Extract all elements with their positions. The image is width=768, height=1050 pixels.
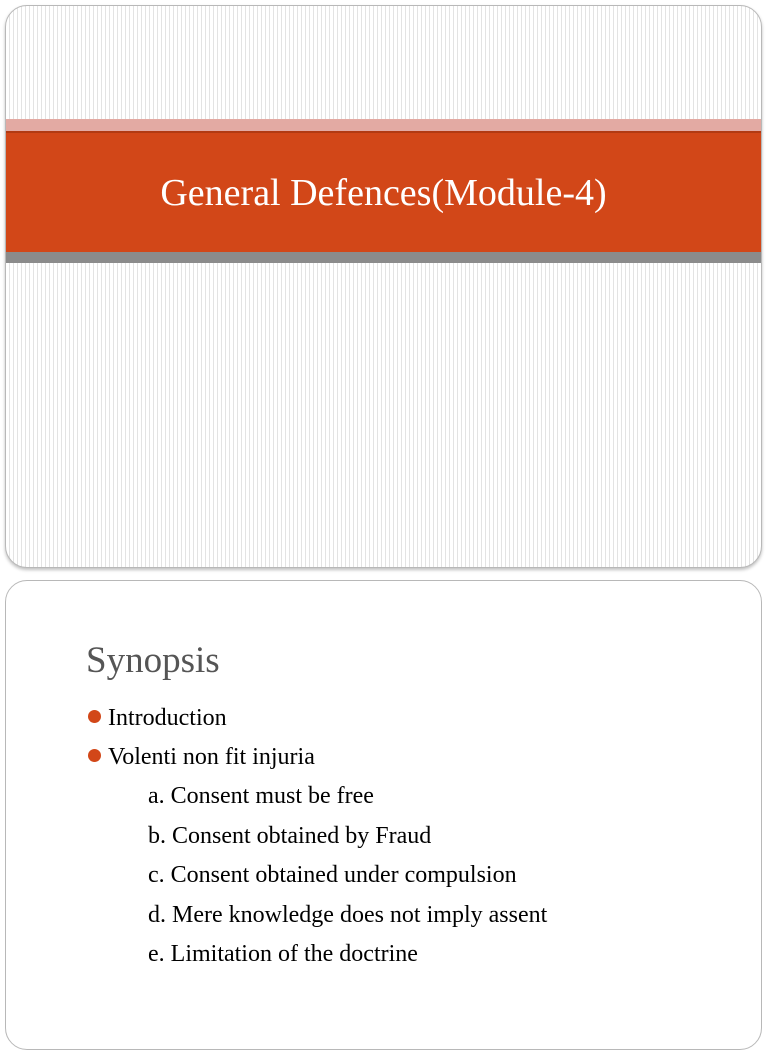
- sub-list-item: b. Consent obtained by Fraud: [148, 822, 432, 849]
- list-item: [86, 699, 547, 738]
- title-slide: [5, 5, 762, 568]
- synopsis-list: [86, 699, 547, 975]
- sub-list-item: c. Consent obtained under compulsion: [148, 862, 517, 888]
- pink-accent-band: [6, 119, 761, 131]
- bullet-icon: [88, 749, 101, 762]
- synopsis-slide: [5, 580, 762, 1050]
- grey-accent-band: [6, 252, 761, 263]
- slide-title: General Defences(Module-4): [160, 171, 607, 214]
- synopsis-heading: Synopsis: [86, 640, 220, 681]
- list-item: [86, 738, 547, 777]
- sub-list-item: a. Consent must be free: [148, 783, 374, 809]
- list-item-text: Introduction: [108, 705, 227, 731]
- sub-list-item: e. Limitation of the doctrine: [148, 941, 418, 967]
- title-banner: [6, 131, 761, 252]
- bullet-icon: [88, 710, 101, 723]
- sub-list-item: d. Mere knowledge does not imply assent: [148, 901, 548, 928]
- list-item-text: Volenti non fit injuria: [108, 744, 315, 770]
